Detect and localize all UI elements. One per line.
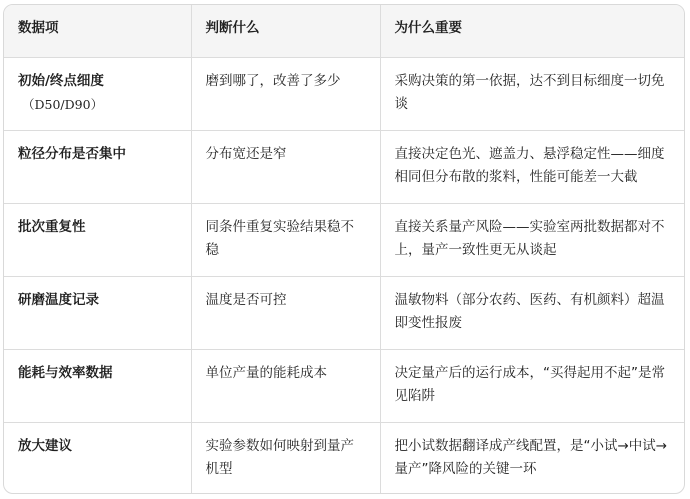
row-judge-cell: 磨到哪了，改善了多少 [191,57,380,130]
data-items-table [4,5,684,494]
table-row [4,422,684,494]
table-row [4,349,684,422]
row-judge-cell: 实验参数如何映射到量产机型 [191,422,380,494]
row-why-cell: 采购决策的第一依据，达不到目标细度一切免谈 [380,57,684,130]
header-judge: 判断什么 [191,5,380,57]
row-why-cell: 决定量产后的运行成本，“买得起用不起”是常见陷阱 [380,349,684,422]
data-table-container [3,4,685,494]
row-judge-cell: 分布宽还是窄 [191,130,380,203]
row-item-cell: 研磨温度记录 [4,276,191,349]
row-judge-cell: 同条件重复实验结果稳不稳 [191,203,380,276]
row-item-cell [4,57,191,130]
row-item-sublabel: （D50/D90） [22,96,104,112]
row-item-cell: 能耗与效率数据 [4,349,191,422]
row-why-cell: 直接关系量产风险——实验室两批数据都对不上，量产一致性更无从谈起 [380,203,684,276]
table-header-row [4,5,684,57]
row-item-label: 初始/终点细度 [18,72,104,89]
row-item-cell: 粒径分布是否集中 [4,130,191,203]
row-why-cell: 温敏物料（部分农药、医药、有机颜料）超温即变性报废 [380,276,684,349]
table-row [4,276,684,349]
table-row [4,203,684,276]
row-judge-cell: 单位产量的能耗成本 [191,349,380,422]
header-why-important: 为什么重要 [380,5,684,57]
row-why-cell: 直接决定色光、遮盖力、悬浮稳定性——细度相同但分布散的浆料，性能可能差一大截 [380,130,684,203]
row-item-cell: 批次重复性 [4,203,191,276]
header-data-item: 数据项 [4,5,191,57]
row-why-cell: 把小试数据翻译成产线配置，是“小试→中试→量产”降风险的关键一环 [394,437,668,477]
table-row [4,57,684,130]
row-judge-cell: 温度是否可控 [191,276,380,349]
table-row [4,130,684,203]
row-item-cell: 放大建议 [4,422,191,494]
